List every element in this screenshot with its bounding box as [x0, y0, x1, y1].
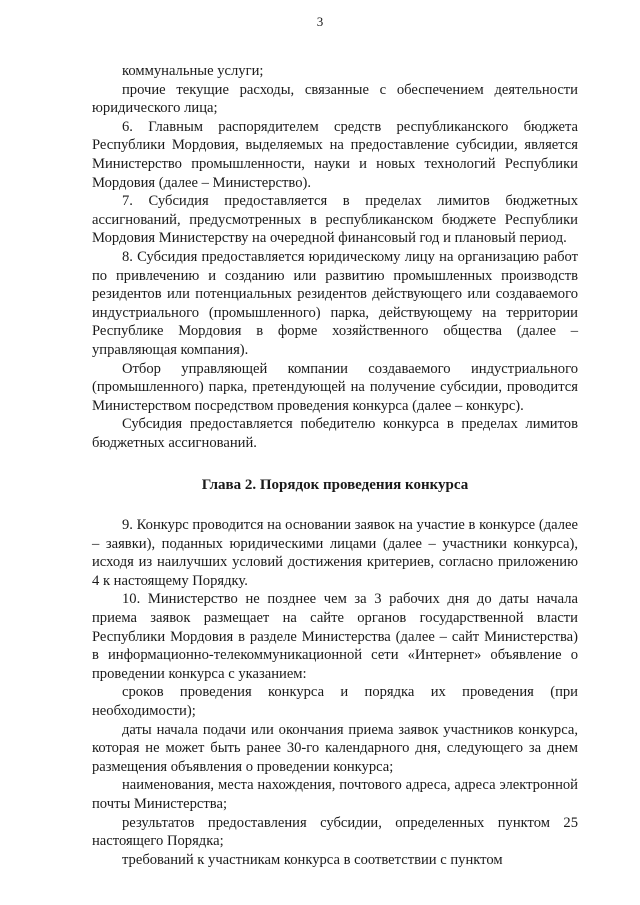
paragraph: требований к участникам конкурса в соответствии с пунктом: [122, 851, 503, 868]
document-body: [92, 62, 578, 869]
paragraph: сроков проведения конкурса и порядка их проведения (при необходимости);: [92, 684, 578, 719]
paragraph: прочие текущие расходы, связанные с обеспечением деятельности юридического лица;: [92, 81, 578, 117]
paragraph: результатов предоставления субсидии, определенных пунктом 25 настоящего Порядка;: [92, 814, 578, 850]
paragraph: 10. Министерство не позднее чем за 3 рабочих дня до даты начала приема заявок размещает на сайте органов государственной власти Республики Мордовия в разделе Министерства (далее – сайт Министерства) в информационно-телекоммуникационной сети «Интернет» объявление о проведении конкурса с указанием:: [92, 591, 578, 682]
paragraph: Субсидия предоставляется победителю конкурса в пределах лимитов бюджетных ассигнований.: [92, 416, 578, 451]
paragraph: наименования, места нахождения, почтового адреса, адреса электронной почты Министерства;: [92, 777, 578, 812]
page-number: 3: [316, 14, 324, 29]
paragraph: даты начала подачи или окончания приема заявок участников конкурса, которая не может быть ранее 30-го календарного дня, следующего за днем размещения объявления о проведении конкурса;: [92, 721, 578, 775]
paragraph: 8. Субсидия предоставляется юридическому лицу на организацию работ по привлечению и созданию или развитию промышленных производств резидентов или потенциальных резидентов действующего или создаваемого индустриального (промышленного) парка, действующему на территории Республике Мордовия в форме хозяйственного общества (далее – управляющая компания).: [92, 248, 578, 358]
paragraph: коммунальные услуги;: [122, 63, 264, 79]
paragraph: 7. Субсидия предоставляется в пределах лимитов бюджетных ассигнований, предусмотренных в республиканском бюджете Республики Мордовия Министерству на очередной финансовый год и плановый период.: [92, 193, 578, 247]
chapter-heading: Глава 2. Порядок проведения конкурса: [201, 477, 469, 494]
paragraph: 6. Главным распорядителем средств республиканского бюджета Республики Мордовия, выделяемых на предоставление субсидии, является Министерство промышленности, науки и новых технологий Республики Мордовия (далее – Министерство).: [92, 118, 578, 191]
paragraph: 9. Конкурс проводится на основании заявок на участие в конкурсе (далее – заявки), поданных юридическими лицами (далее – участники конкурса), исходя из наилучших условий достижения критериев, согласно приложению 4 к настоящему Порядку.: [92, 517, 578, 589]
paragraph: Отбор управляющей компании создаваемого индустриального (промышленного) парка, претендующей на получение субсидии, проводится Министерством посредством проведения конкурса (далее – конкурс).: [92, 360, 578, 414]
